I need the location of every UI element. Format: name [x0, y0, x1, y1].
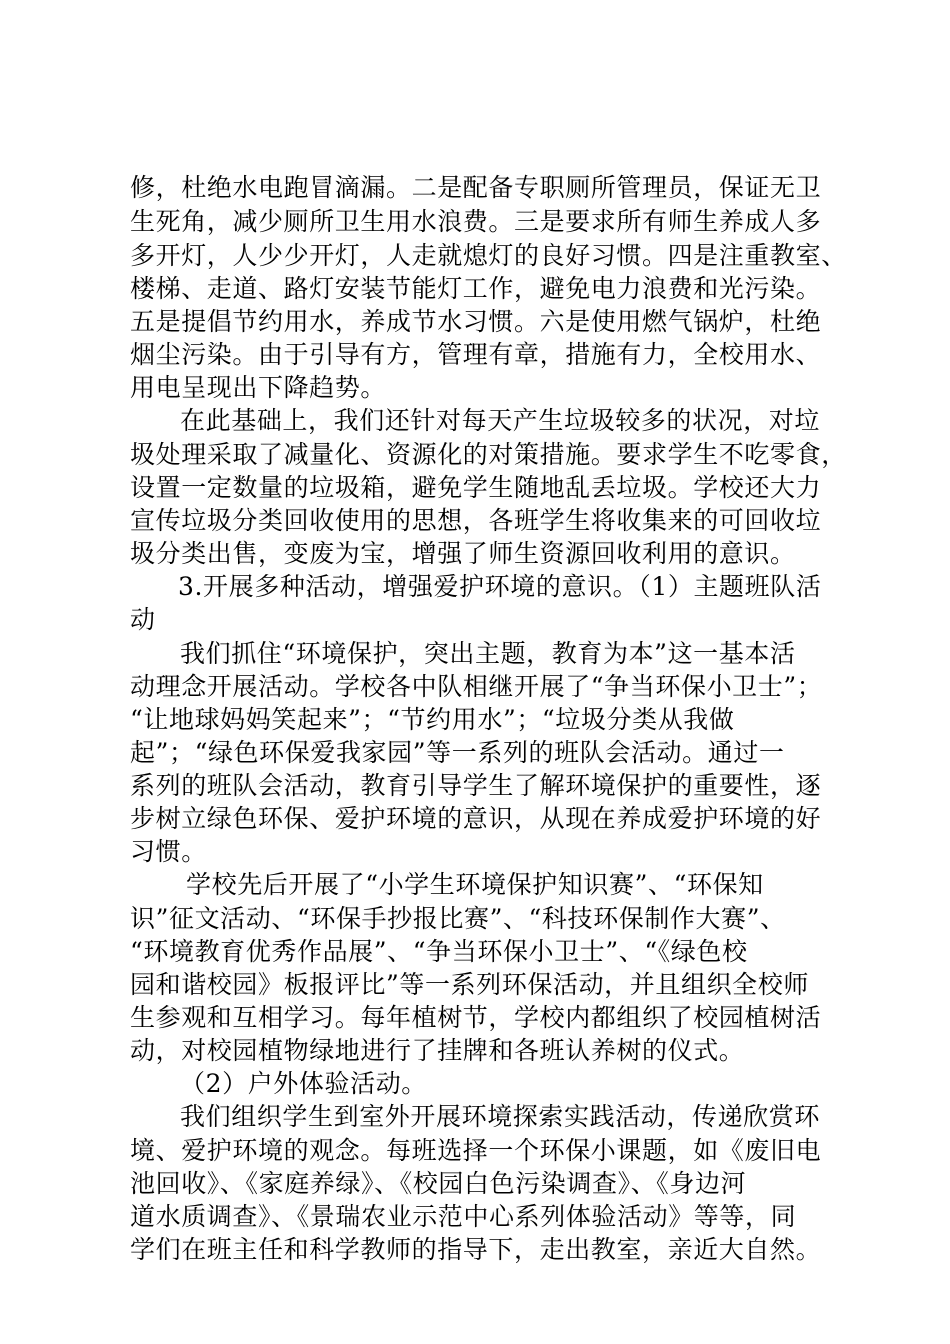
- subsection-heading: （2）户外体验活动。: [180, 1069, 427, 1098]
- paragraph-first-line: 学校先后开展了“小学生环境保护知识赛”、“环保知: [186, 870, 764, 899]
- text-line: 烟尘污染。由于引导有方，管理有章，措施有力，全校用水、: [130, 340, 822, 369]
- text-line: 动，对校园植物绿地进行了挂牌和各班认养树的仪式。: [130, 1036, 745, 1065]
- text-line: “让地球妈妈笑起来”；“节约用水”；“垃圾分类从我做: [130, 705, 735, 734]
- text-line: 圾分类出售，变废为宝，增强了师生资源回收利用的意识。: [130, 539, 796, 568]
- paragraph-first-line: 我们抓住“环境保护，突出主题，教育为本”这一基本活: [180, 639, 796, 668]
- text-line: 宣传垃圾分类回收使用的思想，各班学生将收集来的可回收垃: [130, 506, 822, 535]
- text-line: 道水质调查》、《景瑞农业示范中心系列体验活动》等等，同: [130, 1202, 797, 1231]
- text-line: 楼梯、走道、路灯安装节能灯工作，避免电力浪费和光污染。: [130, 274, 822, 303]
- text-line: 生参观和互相学习。每年植树节，学校内都组织了校园植树活: [130, 1003, 822, 1032]
- text-line: 步树立绿色环保、爱护环境的意识，从现在养成爱护环境的好: [130, 804, 822, 833]
- text-line: 圾处理采取了减量化、资源化的对策措施。要求学生不吃零食，: [130, 440, 847, 469]
- text-line: 起”；“绿色环保爱我家园”等一系列的班队会活动。通过一: [130, 738, 785, 767]
- text-line: 五是提倡节约用水，养成节水习惯。六是使用燃气锅炉，杜绝: [130, 307, 822, 336]
- section-heading-continued: 动: [130, 605, 156, 634]
- text-line: 系列的班队会活动，教育引导学生了解环境保护的重要性，逐: [130, 771, 822, 800]
- text-line: 用电呈现出下降趋势。: [130, 373, 387, 402]
- text-line: 生死角，减少厕所卫生用水浪费。三是要求所有师生养成人多: [130, 207, 822, 236]
- paragraph-first-line: 在此基础上，我们还针对每天产生垃圾较多的状况，对垃: [180, 406, 821, 435]
- text-line: 习惯。: [130, 837, 207, 866]
- text-line: 多开灯，人少少开灯，人走就熄灯的良好习惯。四是注重教室、: [130, 241, 847, 270]
- text-line: “环境教育优秀作品展”、“争当环保小卫士”、“《绿色校: [130, 937, 748, 966]
- text-line: 动理念开展活动。学校各中队相继开展了“争当环保小卫士”；: [130, 672, 823, 701]
- text-line: 园和谐校园》板报评比”等一系列环保活动，并且组织全校师: [130, 970, 809, 999]
- text-line: 修，杜绝水电跑冒滴漏。二是配备专职厕所管理员，保证无卫: [130, 173, 822, 202]
- section-heading: 3.开展多种活动，增强爱护环境的意识。（1）主题班队活: [178, 572, 822, 601]
- text-line: 学们在班主任和科学教师的指导下，走出教室，亲近大自然。: [130, 1235, 822, 1264]
- text-line: 识”征文活动、“环保手抄报比赛”、“科技环保制作大赛”、: [130, 904, 786, 933]
- text-line: 池回收》、《家庭养绿》、《校园白色污染调查》、《身边河: [130, 1169, 747, 1198]
- paragraph-first-line: 我们组织学生到室外开展环境探索实践活动，传递欣赏环: [180, 1102, 821, 1131]
- text-line: 设置一定数量的垃圾箱，避免学生随地乱丢垃圾。学校还大力: [130, 473, 822, 502]
- text-line: 境、爱护环境的观念。每班选择一个环保小课题，如《废旧电: [130, 1136, 822, 1165]
